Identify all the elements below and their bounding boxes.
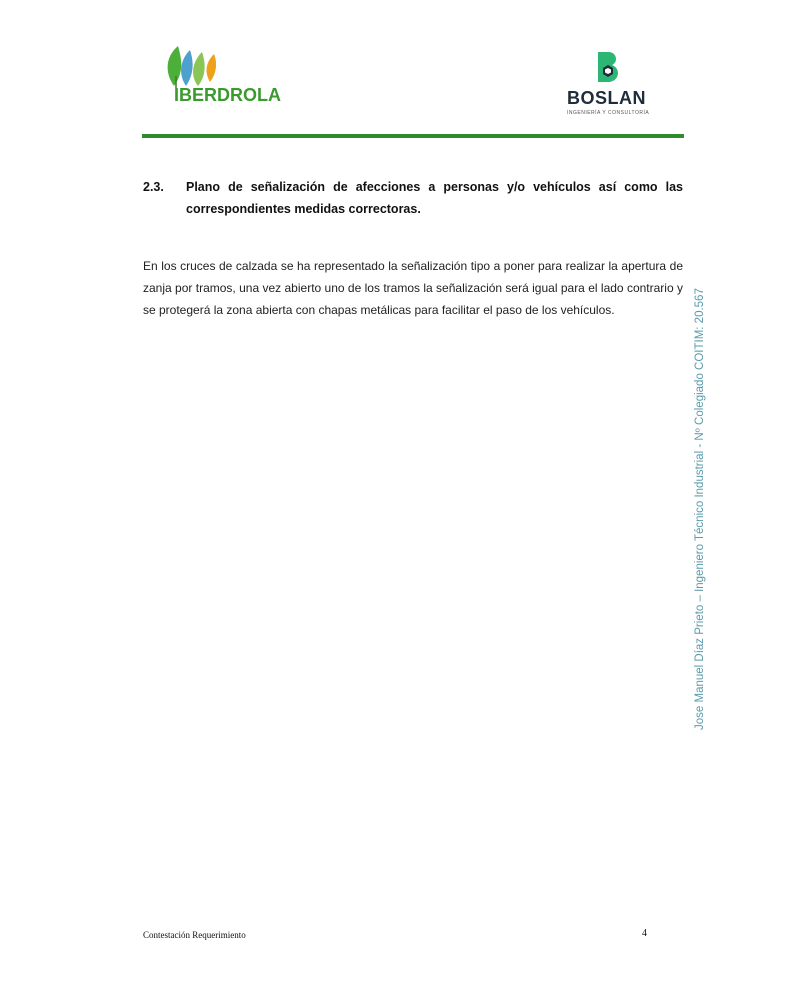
- boslan-logo: [564, 50, 660, 120]
- iberdrola-leaves-icon: [160, 42, 300, 90]
- section-title: Plano de señalización de afecciones a personas y/o vehículos así como las correspondientes medidas correctoras.: [186, 180, 683, 216]
- page-number: 4: [642, 928, 647, 939]
- body-paragraph: En los cruces de calzada se ha representado la señalización tipo a poner para realizar la apertura de zanja por tramos, una vez abierto uno de los tramos la señalización será igual para el lado contrario y se protegerá la zona abierta con chapas metálicas para facilitar el paso de los vehículos.: [143, 259, 683, 317]
- header-divider: [142, 134, 684, 138]
- boslan-b-icon: [594, 50, 620, 84]
- boslan-tagline: INGENIERÍA Y CONSULTORÍA: [567, 110, 650, 116]
- iberdrola-logo: [160, 42, 300, 114]
- engineer-stamp: Jose Manuel Díaz Prieto – Ingeniero Técnico Industrial - Nº Colegiado COITIM: 20.567: [694, 288, 706, 730]
- section-heading: [143, 176, 683, 220]
- footer-document-title: Contestación Requerimiento: [143, 930, 246, 940]
- boslan-wordmark: BOSLAN: [567, 88, 646, 108]
- section-number: 2.3.: [143, 180, 164, 194]
- iberdrola-wordmark: IBERDROLA: [174, 85, 281, 105]
